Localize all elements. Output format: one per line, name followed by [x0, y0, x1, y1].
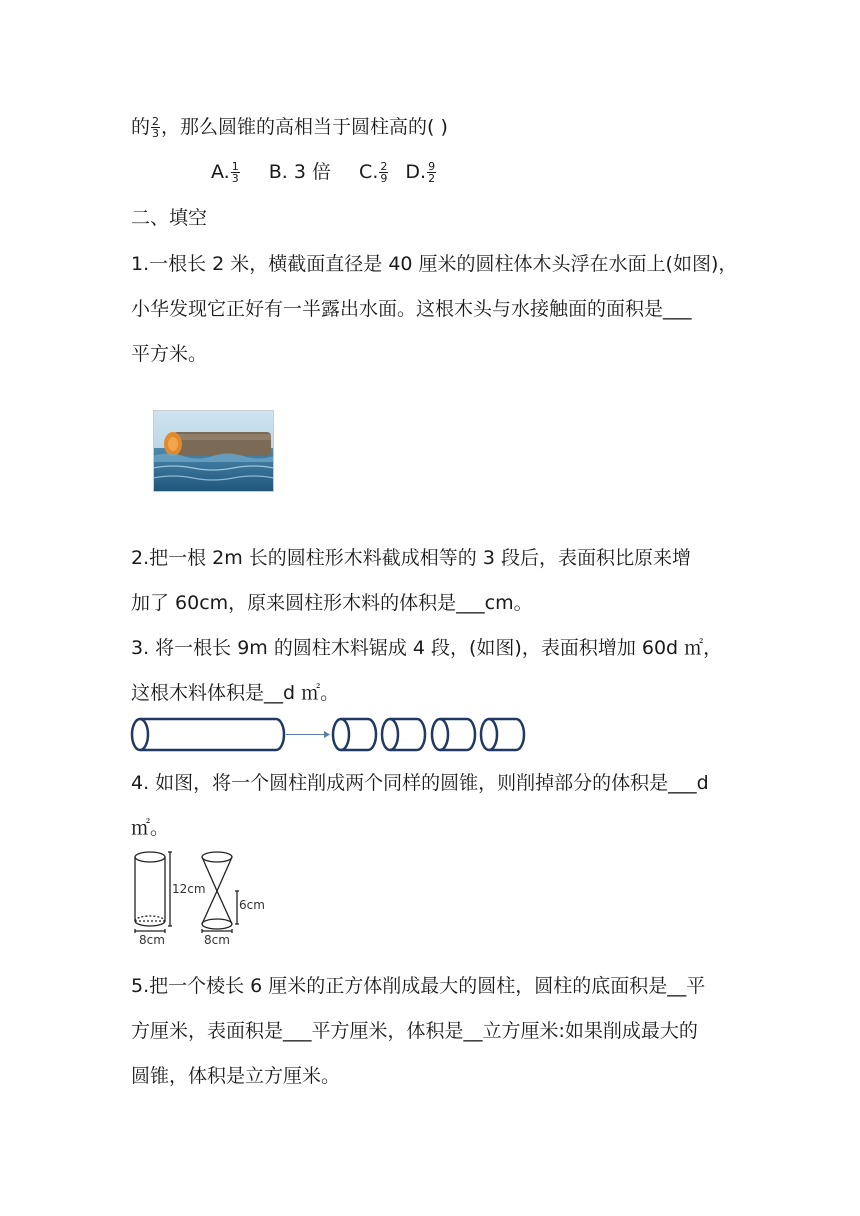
- q3-line-1: 3. 将一根长 9m 的圆柱木料锯成 4 段，(如图)，表面积增加 60d ㎡，: [131, 637, 723, 659]
- cone-height-label: 6cm: [239, 898, 265, 912]
- answer-options: [211, 159, 459, 185]
- q4-line-1: 4. 如图，将一个圆柱削成两个同样的圆锥，则削掉部分的体积是___d: [131, 772, 709, 794]
- q1-line-1: 1.一根长 2 米，横截面直径是 40 厘米的圆柱体木头浮在水面上(如图)，: [131, 253, 738, 275]
- q1-line-3: 平方米。: [131, 343, 208, 365]
- floating-log-image: [153, 410, 274, 492]
- q2-line-2: 加了 60cm，原来圆柱形木料的体积是___cm。: [131, 592, 533, 614]
- q4-line-2: ㎡。: [131, 817, 170, 839]
- q5-line-2: 方厘米，表面积是___平方厘米，体积是__立方厘米:如果削成最大的: [131, 1020, 698, 1042]
- section-heading: 二、填空: [131, 207, 208, 229]
- cone-diameter-label: 8cm: [204, 933, 230, 947]
- cylinder-diameter-label: 8cm: [139, 933, 165, 947]
- cylinder-cone-diagram: [128, 848, 273, 948]
- question-text: 的 $\frac{2}{3}$ ，那么圆锥的高相当于圆柱高的( ): [131, 115, 448, 140]
- cylinder-cut-diagram: [128, 714, 532, 756]
- q1-line-2: 小华发现它正好有一半露出水面。这根木头与水接触面的面积是___: [131, 298, 692, 320]
- q3-line-2: 这根木料体积是__d ㎡。: [131, 682, 340, 704]
- option-a: A. $\frac{1}{3}$: [211, 160, 239, 185]
- cylinder-height-label: 12cm: [172, 882, 206, 896]
- option-c: C. $\frac{2}{9}$: [359, 160, 388, 185]
- option-d: D. $\frac{9}{2}$: [405, 160, 436, 185]
- q5-line-3: 圆锥，体积是立方厘米。: [131, 1065, 341, 1087]
- fraction: $\frac{2}{3}$: [152, 115, 160, 140]
- q2-line-1: 2.把一根 2m 长的圆柱形木料截成相等的 3 段后，表面积比原来增: [131, 547, 691, 569]
- option-b: B. 3 倍: [268, 161, 331, 183]
- q5-line-1: 5.把一个棱长 6 厘米的正方体削成最大的圆柱，圆柱的底面积是__平: [131, 975, 706, 997]
